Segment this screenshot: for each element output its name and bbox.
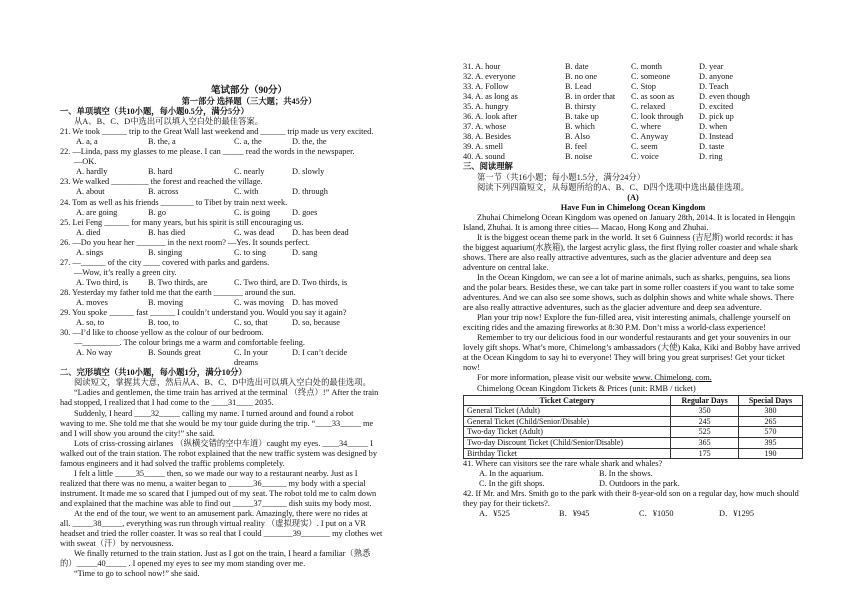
passage-line: Lots of criss-crossing airlanes （纵横交错的空中车道）caught my eyes. ____34_____ I bbox=[74, 438, 373, 448]
table-cell: General Ticket (Child/Senior/Disable) bbox=[464, 416, 671, 427]
table-caption: Chimelong Ocean Kingdom Tickets & Prices (unit: RMB / ticket) bbox=[477, 383, 696, 393]
option-c[interactable]: C. Stop bbox=[631, 82, 656, 92]
option-a[interactable]: 37. A. whose bbox=[463, 122, 507, 132]
question-25: 25. Lei Feng ______ for many years, but his spirit is still encouraging us. bbox=[60, 217, 304, 227]
cloze-option-row-33 bbox=[463, 82, 803, 92]
reading-instruction: 阅读下列四篇短文，从每题所给的A、B、C、D四个选项中选出最佳选项。 bbox=[477, 182, 749, 192]
question-42-options bbox=[463, 509, 803, 519]
option-b[interactable]: B. across bbox=[148, 187, 179, 197]
paragraph: Plan your trip now! Explore the fun-filled area, visit interesting animals, challenge yourself on exciting rides and the amazing fireworks at 8:30 P.M. Don’t miss a world-class experience! bbox=[463, 313, 791, 333]
option-c[interactable]: C. someone bbox=[631, 72, 671, 82]
passage-line: We finally returned to the train station. Just as I got on the train, I heard a familiar（熟悉 bbox=[74, 549, 371, 559]
paragraph: Remember to try our delicious food in our wonderful restaurants and get your souvenirs in our lovely gift shops. What’s more, Chimelong’s ambassadors (大使) Kaka, Kiki and Bobby have arrived at the Ocean Kingdom to say hi to everyone! They will bring you great surprises! Get your ticket now! bbox=[463, 333, 801, 373]
table-cell: 190 bbox=[739, 448, 803, 459]
question-22-options bbox=[60, 167, 438, 177]
option-c[interactable]: C. with bbox=[234, 187, 259, 197]
option-c[interactable]: C．¥1050 bbox=[639, 509, 674, 519]
table-cell: 395 bbox=[739, 437, 803, 448]
question-30-reply: —_________. The colour brings me a warm and comfortable feeling. bbox=[74, 338, 305, 348]
passage-line: “Time to go to school now!” she said. bbox=[74, 569, 200, 579]
passage-line: 的）_____40_____ . I opened my eyes to see my mom standing over me. bbox=[60, 559, 306, 569]
option-c[interactable]: C. is going bbox=[234, 207, 271, 217]
option-b[interactable]: B. Also bbox=[565, 132, 590, 142]
question-27-options bbox=[60, 278, 438, 288]
question-24: 24. Tom as well as his friends ________ to Tibet by train next week. bbox=[60, 197, 288, 207]
question-41-options bbox=[463, 469, 803, 489]
table-row bbox=[464, 406, 803, 417]
cloze-option-row-34 bbox=[463, 92, 803, 102]
passage-body bbox=[463, 213, 803, 374]
option-d[interactable]: D. so, because bbox=[292, 318, 340, 328]
option-c[interactable]: C. month bbox=[631, 62, 662, 71]
option-c[interactable]: C. voice bbox=[631, 152, 659, 162]
section1-heading: 一、单项填空（共10小题，每小题0.5分，满分5分） bbox=[60, 107, 249, 117]
table-header-cell: Special Days bbox=[739, 395, 803, 406]
option-b[interactable]: B. which bbox=[565, 122, 595, 132]
table-row bbox=[464, 448, 803, 459]
question-28-options bbox=[60, 298, 438, 308]
section2-heading: 二、完形填空（共10小题，每小题1分，满分10分） bbox=[60, 368, 247, 378]
question-30: 30. —I’d like to choose yellow as the colour of our bedroom. bbox=[60, 328, 264, 338]
option-c[interactable]: C. look through bbox=[631, 112, 684, 122]
paragraph: In the Ocean Kingdom, we can see a lot of marine animals, such as sharks, penguins, sea lions and the polar bears. Besides these, we can take part in some roller coasters if you want to take some adventures. And we can also see some shows, such as dolphin shows and white whale shows. There are also really attractive adventures, such as the glacier adventure and deep sea adventure. bbox=[463, 272, 795, 313]
part1-heading: 第一部分 选择题（三大题；共45分） bbox=[181, 97, 317, 107]
option-a[interactable]: A. so, to bbox=[76, 318, 105, 328]
question-30-options bbox=[60, 348, 438, 368]
left-column bbox=[60, 86, 438, 579]
option-a[interactable]: A. sings bbox=[76, 247, 104, 257]
option-c[interactable]: C. relaxed bbox=[631, 102, 666, 112]
option-b[interactable]: B. feel bbox=[565, 142, 588, 152]
question-28: 28. Yesterday my father told me that the earth _______ around the sun. bbox=[60, 287, 296, 297]
section3-heading: 三、阅读理解 bbox=[463, 162, 513, 172]
option-b[interactable]: B. the, a bbox=[148, 137, 176, 147]
option-c[interactable]: C. so, that bbox=[234, 318, 268, 328]
option-d[interactable]: D. has moved bbox=[292, 297, 338, 307]
option-a[interactable]: A. In the aquarium. bbox=[479, 469, 544, 479]
option-a[interactable]: 36. A. look after bbox=[463, 112, 518, 122]
option-c[interactable]: C. was dead bbox=[234, 227, 275, 237]
option-d[interactable]: D. sang bbox=[292, 247, 318, 257]
option-b[interactable]: B. Two thirds, are bbox=[148, 277, 208, 287]
table-cell: 175 bbox=[671, 448, 739, 459]
option-b[interactable]: B. hard bbox=[148, 167, 173, 177]
cloze-option-row-37 bbox=[463, 122, 803, 132]
passage-line: famous engineers and it had solved the traffic problems completely. bbox=[60, 458, 285, 468]
question-21: 21. We took ______ trip to the Great Wall last weekend and ______ trip made us very excited. bbox=[60, 127, 374, 137]
option-d[interactable]: D. ring bbox=[699, 152, 723, 162]
option-b[interactable]: B. go bbox=[148, 207, 166, 217]
option-d[interactable]: D. pick up bbox=[699, 112, 734, 122]
option-d[interactable]: D. Outdoors in the park. bbox=[599, 479, 680, 489]
option-d[interactable]: D. slowly bbox=[292, 167, 325, 177]
option-d[interactable]: D. when bbox=[699, 122, 728, 132]
table-row bbox=[464, 416, 803, 427]
option-c[interactable]: C. where bbox=[631, 122, 661, 132]
option-d[interactable]: D. I can’t decide bbox=[292, 348, 348, 358]
option-d[interactable]: D. has been dead bbox=[292, 227, 349, 237]
table-cell: General Ticket (Adult) bbox=[464, 406, 671, 417]
passage-line: instrument. It made me so scared that I jumped out of my seat. The robot told me to calm down bbox=[60, 488, 377, 498]
option-c[interactable]: C. nearly bbox=[234, 167, 265, 177]
cloze-option-row-36 bbox=[463, 112, 803, 122]
option-b[interactable]: B. In the shows. bbox=[599, 469, 653, 479]
passage-line: all. _____38_____, everything was run through virtual reality （虚拟现实）. I put on a VR bbox=[60, 519, 366, 529]
option-d[interactable]: D. anyone bbox=[699, 72, 734, 82]
option-d[interactable]: D．¥1295 bbox=[719, 509, 755, 519]
option-d[interactable]: D. the, the bbox=[292, 137, 327, 147]
table-cell: 380 bbox=[739, 406, 803, 417]
option-b[interactable]: B. thirsty bbox=[565, 102, 596, 112]
option-a[interactable]: A．¥525 bbox=[479, 509, 510, 519]
multiple-choice-list bbox=[60, 127, 438, 368]
option-c[interactable]: C. was moving bbox=[234, 297, 285, 307]
option-d[interactable]: D. goes bbox=[292, 207, 318, 217]
option-a[interactable]: 34. A. as long as bbox=[463, 92, 518, 102]
option-a[interactable]: A. hardly bbox=[76, 167, 108, 177]
option-d[interactable]: D. Instead bbox=[699, 132, 734, 142]
option-a[interactable]: 32. A. everyone bbox=[463, 72, 516, 82]
cloze-option-row-35 bbox=[463, 102, 803, 112]
option-b[interactable]: B. Lead bbox=[565, 82, 592, 92]
option-a[interactable]: A. Two third, is bbox=[76, 277, 129, 287]
option-a[interactable]: A. about bbox=[76, 187, 105, 197]
cloze-option-row-38 bbox=[463, 132, 803, 142]
question-22: 22. —Linda, pass my glasses to me please. I can _____ read the words in the newspaper. bbox=[60, 147, 355, 157]
section1-instruction: 从A、B、C、D中选出可以填入空白处的最佳答案。 bbox=[74, 117, 263, 127]
option-c[interactable]: C. In the gift shops. bbox=[479, 479, 545, 489]
option-row bbox=[463, 469, 803, 479]
option-d[interactable]: D. through bbox=[292, 187, 328, 197]
option-a[interactable]: 40. A. sound bbox=[463, 152, 505, 162]
passage-line: had stopped, I realized that I had come to the ____31____ 2035. bbox=[60, 398, 274, 408]
option-b[interactable]: B. Sounds great bbox=[148, 348, 201, 358]
question-23: 23. We walked _________ the forest and reached the village. bbox=[60, 177, 263, 187]
question-29: 29. You spoke ______ fast ______ I couldn’t understand you. Would you say it again? bbox=[60, 308, 347, 318]
option-a[interactable]: A. moves bbox=[76, 297, 108, 307]
option-b[interactable]: B. singing bbox=[148, 247, 183, 257]
passage-line: realized that there was no menu, a waiter began to ______36______ my body with a special bbox=[60, 478, 366, 488]
paragraph: Zhuhai Chimelong Ocean Kingdom was opened on January 28th, 2014. It is located in Hengqin Island, Zhuhai. It is among three cities— Macao, Hong Kong and Zhuhai. bbox=[463, 212, 795, 232]
passage-line: Suddenly, I heard ____32_____ calling my name. I turned around and found a robot bbox=[74, 408, 354, 418]
more-info bbox=[463, 373, 803, 383]
option-row bbox=[463, 479, 803, 489]
option-b[interactable]: B. date bbox=[565, 62, 589, 71]
question-25-options bbox=[60, 228, 438, 238]
table-header-cell: Ticket Category bbox=[464, 395, 671, 406]
option-c[interactable]: C. In your dreams bbox=[234, 348, 268, 368]
option-b[interactable]: B. in order that bbox=[565, 92, 616, 102]
cloze-option-row-32 bbox=[463, 72, 803, 82]
passage-label: (A) bbox=[627, 192, 639, 202]
question-41: 41. Where can visitors see the rare whale shark and whales? bbox=[463, 459, 663, 469]
option-a[interactable]: A. No way bbox=[76, 348, 113, 358]
website-link[interactable]: www. Chimelong. com. bbox=[632, 373, 712, 383]
table-cell: 265 bbox=[739, 416, 803, 427]
right-column bbox=[463, 62, 803, 519]
passage-line: “Ladies and gentlemen, the time train has arrived at the terminal （终点）!” After the train bbox=[74, 388, 379, 398]
table-cell: 365 bbox=[671, 437, 739, 448]
option-d[interactable]: D. Two thirds, is bbox=[292, 277, 348, 287]
passage-line: At the end of the tour, we went to an amusement park. Amazingly, there were no rides at bbox=[74, 508, 368, 518]
option-b[interactable]: B. has died bbox=[148, 227, 186, 237]
option-a[interactable]: 31. A. hour bbox=[463, 62, 501, 71]
passage-line: and explained that the machine was able to find out _____37______ dish suits my body most. bbox=[60, 498, 372, 508]
cloze-options bbox=[463, 62, 803, 162]
option-b[interactable]: B. too, to bbox=[148, 318, 179, 328]
question-21-options bbox=[60, 137, 438, 147]
cloze-option-row-39 bbox=[463, 142, 803, 152]
question-24-options bbox=[60, 208, 438, 218]
passage-line: with sweat（汗）by nervousness. bbox=[60, 539, 174, 549]
question-26-options bbox=[60, 248, 438, 258]
table-header-cell: Regular Days bbox=[671, 395, 739, 406]
option-d[interactable]: D. Teach bbox=[699, 82, 729, 92]
cloze-passage bbox=[60, 388, 438, 579]
passage-line: and I will show you around the city!” she said. bbox=[60, 428, 215, 438]
question-22-reply: —OK. bbox=[74, 157, 97, 167]
table-cell: 245 bbox=[671, 416, 739, 427]
table-row bbox=[464, 437, 803, 448]
option-a[interactable]: 39. A. smell bbox=[463, 142, 504, 152]
option-d[interactable]: D. excited bbox=[699, 102, 734, 112]
question-23-options bbox=[60, 187, 438, 197]
option-a[interactable]: A. died bbox=[76, 227, 101, 237]
option-a[interactable]: 38. A. Besides bbox=[463, 132, 511, 142]
table-cell: 570 bbox=[739, 427, 803, 438]
option-b[interactable]: B. moving bbox=[148, 297, 184, 307]
table-header-row bbox=[464, 395, 803, 406]
option-d[interactable]: D. even though bbox=[699, 92, 750, 102]
option-c[interactable]: C. Two third, are bbox=[234, 277, 291, 287]
passage-title: Have Fun in Chimelong Ocean Kingdom bbox=[560, 202, 706, 212]
passage-line: headset and tried the roller coaster. It was so real that I could _______39_______ my clothes wet bbox=[60, 529, 383, 539]
table-cell: 350 bbox=[671, 406, 739, 417]
table-cell: Birthday Ticket bbox=[464, 448, 671, 459]
option-b[interactable]: B. take up bbox=[565, 112, 599, 122]
question-27-reply: —Wow, it’s really a green city. bbox=[74, 267, 177, 277]
option-c[interactable]: C. Anyway bbox=[631, 132, 669, 142]
table-cell: Two-day Ticket (Adult) bbox=[464, 427, 671, 438]
option-d[interactable]: D. year bbox=[699, 62, 724, 71]
option-c[interactable]: C. seem bbox=[631, 142, 658, 152]
table-row bbox=[464, 427, 803, 438]
option-a[interactable]: A. a, a bbox=[76, 137, 98, 147]
option-b[interactable]: B．¥945 bbox=[559, 509, 590, 519]
reading-part1: 第一节（共16小题；每小题1.5分，满分24分） bbox=[477, 172, 646, 182]
option-b[interactable]: B. noise bbox=[565, 152, 593, 162]
option-a[interactable]: A. are going bbox=[76, 207, 118, 217]
table-cell: Two-day Discount Ticket (Child/Senior/Disable) bbox=[464, 437, 671, 448]
option-d[interactable]: D. taste bbox=[699, 142, 725, 152]
paragraph: It is the biggest ocean theme park in the world. It set 6 Guinness (吉尼斯) world records: it has the biggest aquarium(水族箱), the largest acrylic glass, the first flying roller coaster and whale shark shows. There are also really attractive adventures, such as the glacier adventure and deep sea adventure on central lake. bbox=[463, 232, 798, 272]
more-info-text: For more information, please visit our website bbox=[477, 373, 633, 383]
option-a[interactable]: 35. A. hungry bbox=[463, 102, 509, 112]
passage-line: walked out of the train station. The robot explained that the new traffic system was designed by bbox=[60, 448, 377, 458]
passage-line: I felt a little _____35_____ then, so we made our way to a restaurant nearby. Just as I bbox=[74, 468, 358, 478]
option-c[interactable]: C. to sing bbox=[234, 247, 267, 257]
question-42: 42. If Mr. and Mrs. Smith go to the park with their 8-year-old son on a regular day, how much should they pay for their tickets?. bbox=[463, 489, 799, 509]
exam-title: 笔试部分（90分） bbox=[210, 86, 287, 96]
passage-line: waving to me. She told me that she would be my tour guide during the trip. “____33_____ me bbox=[60, 418, 374, 428]
ticket-price-table bbox=[463, 395, 803, 460]
option-a[interactable]: 33. A. Follow bbox=[463, 82, 509, 92]
table-cell: 525 bbox=[671, 427, 739, 438]
cloze-option-row-31 bbox=[463, 62, 803, 72]
section2-instruction: 阅读短文，掌握其大意，然后从A、B、C、D中选出可以填入空白处的最佳选项。 bbox=[74, 378, 371, 388]
question-29-options bbox=[60, 318, 438, 328]
question-26: 26. —Do you hear her _______ in the next room? —Yes. It sounds perfect. bbox=[60, 237, 310, 247]
option-c[interactable]: C. as soon as bbox=[631, 92, 675, 102]
question-27: 27. —______ of the city ____ covered with parks and gardens. bbox=[60, 257, 270, 267]
option-c[interactable]: C. a, the bbox=[234, 137, 262, 147]
option-b[interactable]: B. no one bbox=[565, 72, 598, 82]
cloze-option-row-40 bbox=[463, 152, 803, 162]
